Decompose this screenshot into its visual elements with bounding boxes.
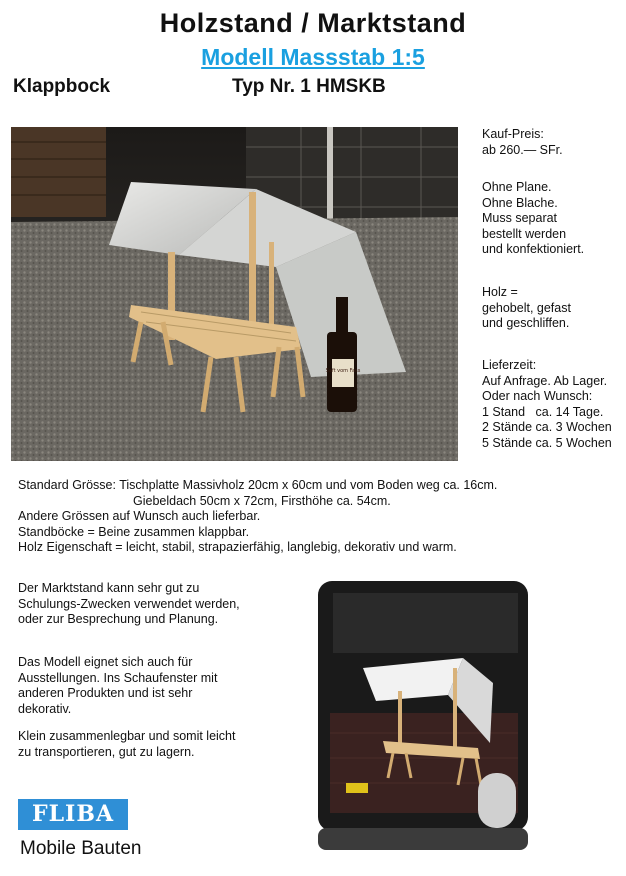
wood-note-line: gehobelt, gefast: [482, 300, 571, 315]
paragraph-exhibition: Das Modell eignet sich auch für Ausstellungen. Ins Schaufenster mit anderen Produkten und ist sehr dekorativ.: [18, 655, 218, 716]
car-trunk-photo: [258, 573, 548, 855]
wood-note-line: Holz =: [482, 285, 518, 299]
spec-wood-properties: Holz Eigenschaft = leicht, stabil, strapazierfähig, langlebig, dekorativ und warm.: [18, 540, 457, 554]
wood-note-block: [482, 285, 571, 332]
model-subtitle: Modell Massstab 1:5: [201, 44, 425, 70]
delivery-line: Lieferzeit:: [482, 358, 537, 372]
page-title: Holzstand / Marktstand: [159, 8, 467, 38]
delivery-line: 5 Stände ca. 5 Wochen: [482, 435, 612, 450]
product-type-number: Typ Nr. 1 HMSKB: [232, 76, 386, 97]
delivery-time-block: [482, 358, 612, 451]
fliba-logo: FLIBA: [31, 801, 115, 827]
tarp-note-line: Ohne Blache.: [482, 195, 558, 210]
specifications: [18, 478, 497, 556]
price-label: Kauf-Preis:: [482, 127, 544, 141]
tarp-note-line: und konfektioniert.: [482, 242, 585, 256]
bottle-label: Saft vom Fass: [325, 368, 361, 374]
delivery-line: Oder nach Wunsch:: [482, 389, 593, 403]
delivery-line: 2 Stände ca. 3 Wochen: [482, 420, 612, 434]
paragraph-transport: Klein zusammenlegbar und somit leicht zu transportieren, gut zu lagern.: [18, 729, 236, 759]
spec-size: Standard Grösse: Tischplatte Massivholz 20cm x 60cm und vom Boden weg ca. 16cm.: [18, 478, 498, 492]
tarp-note-block: [482, 180, 584, 258]
spec-other-sizes: Andere Grössen auf Wunsch auch lieferbar.: [18, 509, 261, 523]
price-block: [482, 127, 563, 158]
delivery-line: Auf Anfrage. Ab Lager.: [482, 373, 608, 388]
spec-trestles: Standböcke = Beine zusammen klappbar.: [18, 524, 250, 539]
price-value: ab 260.— SFr.: [482, 142, 563, 157]
product-category: Klappbock: [13, 76, 111, 97]
spec-roof: Giebeldach 50cm x 72cm, Firsthöhe ca. 54cm.: [133, 493, 391, 508]
delivery-line: 1 Stand ca. 14 Tage.: [482, 404, 604, 419]
company-tagline: Mobile Bauten: [20, 838, 142, 859]
tarp-note-line: bestellt werden: [482, 226, 567, 241]
tarp-note-line: Ohne Plane.: [482, 180, 552, 194]
tarp-note-line: Muss separat: [482, 211, 558, 225]
paragraph-training: Der Marktstand kann sehr gut zu Schulungs-Zwecken verwendet werden, oder zur Besprechung und Planung.: [18, 581, 240, 626]
wood-note-line: und geschliffen.: [482, 316, 570, 330]
market-stand-photo: [11, 127, 458, 461]
